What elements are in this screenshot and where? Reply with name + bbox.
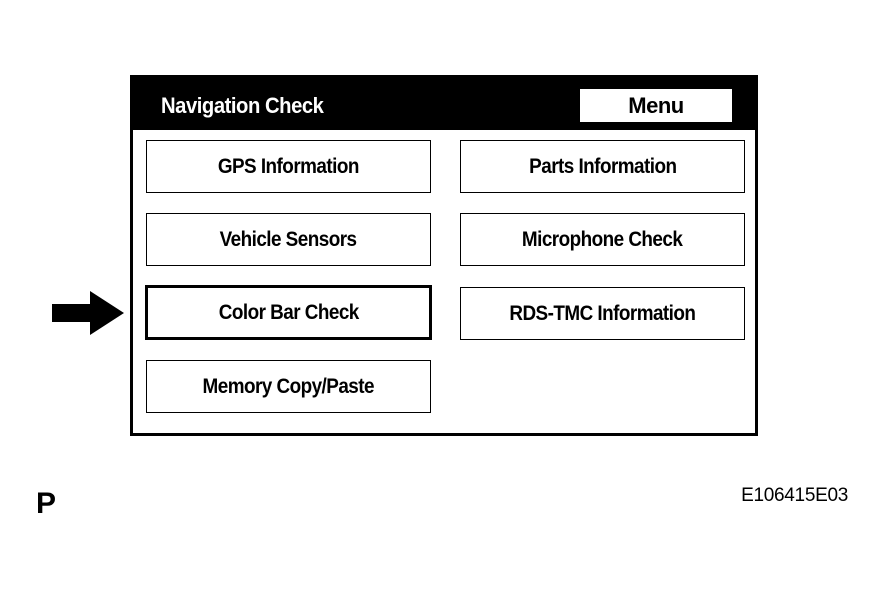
parts-information-button[interactable] (460, 140, 745, 193)
rds-tmc-information-label: RDS-TMC Information (509, 301, 696, 325)
parts-information-label: Parts Information (528, 154, 677, 178)
microphone-check-label: Microphone Check (522, 227, 683, 251)
rds-tmc-information-button[interactable] (460, 287, 745, 340)
menu-button[interactable]: Menu (580, 89, 732, 122)
vehicle-sensors-label: Vehicle Sensors (220, 227, 357, 251)
figure-code: E106415E03 (741, 485, 848, 506)
screen-header (133, 78, 755, 130)
microphone-check-button[interactable] (460, 213, 745, 266)
vehicle-sensors-button[interactable] (146, 213, 431, 266)
arrow-right-icon (52, 291, 124, 335)
color-bar-check-label: Color Bar Check (218, 300, 359, 324)
color-bar-check-button[interactable] (145, 285, 432, 340)
screen-title: Navigation Check (161, 93, 324, 118)
navigation-check-screen (130, 75, 758, 436)
gps-information-button[interactable] (146, 140, 431, 193)
memory-copy-paste-button[interactable] (146, 360, 431, 413)
gps-information-label: GPS Information (217, 154, 360, 178)
page-label: P (36, 487, 57, 520)
memory-copy-paste-label: Memory Copy/Paste (202, 374, 375, 398)
